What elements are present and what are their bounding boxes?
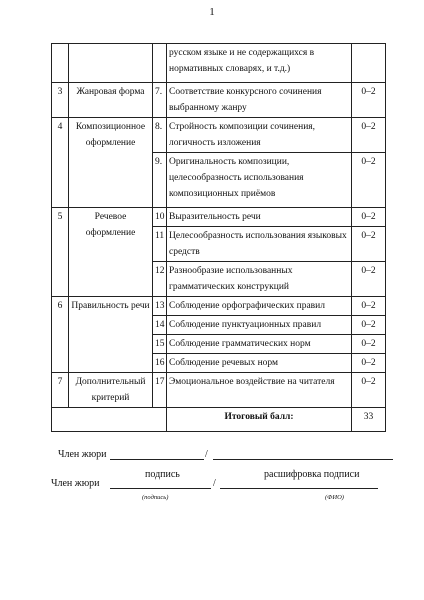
slash-2: /: [213, 478, 216, 489]
subcriterion-number: [153, 44, 167, 83]
subcriterion-number: 9.: [153, 153, 167, 208]
subcriterion-number: 12: [153, 262, 167, 297]
total-row: [52, 408, 386, 432]
subcriterion-number: 15: [153, 335, 167, 354]
points-range: 0–2: [352, 153, 386, 208]
criterion-number: 7: [52, 373, 69, 408]
subcriterion-number: 7.: [153, 83, 167, 118]
points-range: 0–2: [352, 297, 386, 316]
subcriterion-number: 13: [153, 297, 167, 316]
points-range: 0–2: [352, 118, 386, 153]
criteria-table: [51, 43, 386, 432]
jury-member-label-2: Член жюри: [51, 478, 100, 489]
subcriterion-description: Соответствие конкурсного сочинения выбранному жанру: [167, 83, 352, 118]
table-row: [52, 83, 386, 118]
subcriterion-description: Эмоциональное воздействие на читателя: [167, 373, 352, 408]
subcriterion-description: Соблюдение грамматических норм: [167, 335, 352, 354]
total-label: Итоговый балл:: [167, 408, 352, 432]
subcriterion-description: Разнообразие использованных грамматических конструкций: [167, 262, 352, 297]
points-range: 0–2: [352, 262, 386, 297]
points-range: 0–2: [352, 373, 386, 408]
table-row: [52, 373, 386, 408]
subcriterion-number: 8.: [153, 118, 167, 153]
criterion-name: Речевое оформление: [69, 208, 153, 297]
total-empty-cell: [52, 408, 167, 432]
subcriterion-description: Целесообразность использования языковых средств: [167, 227, 352, 262]
page-number: 1: [209, 6, 215, 18]
name-line-1: [213, 459, 393, 460]
subcriterion-description: русском языке и не содержащихся в нормативных словарях, и т.д.): [167, 44, 352, 83]
subcriterion-number: 17: [153, 373, 167, 408]
criterion-name: Правильность речи: [69, 297, 153, 373]
criterion-name: [69, 44, 153, 83]
subcriterion-number: 11: [153, 227, 167, 262]
slash-1: /: [205, 449, 208, 460]
subcriterion-number: 10: [153, 208, 167, 227]
subcriterion-description: Стройность композиции сочинения, логичность изложения: [167, 118, 352, 153]
points-range: 0–2: [352, 227, 386, 262]
points-range: 0–2: [352, 83, 386, 118]
points-range: [352, 44, 386, 83]
criterion-name: Композиционное оформление: [69, 118, 153, 208]
total-value: 33: [352, 408, 386, 432]
subcriterion-description: Оригинальность композиции, целесообразность использования композиционных приёмов: [167, 153, 352, 208]
table-row: [52, 44, 386, 83]
criterion-name: Жанровая форма: [69, 83, 153, 118]
points-range: 0–2: [352, 335, 386, 354]
table-row: [52, 208, 386, 227]
criterion-number: 5: [52, 208, 69, 297]
subcriterion-description: Соблюдение орфографических правил: [167, 297, 352, 316]
signature-line-2: [110, 488, 211, 489]
criterion-number: 6: [52, 297, 69, 373]
criterion-number: [52, 44, 69, 83]
table-row: [52, 118, 386, 153]
subcriterion-description: Соблюдение речевых норм: [167, 354, 352, 373]
points-range: 0–2: [352, 316, 386, 335]
points-range: 0–2: [352, 354, 386, 373]
signature-caption: подпись: [145, 469, 180, 480]
criterion-name: Дополнительный критерий: [69, 373, 153, 408]
criterion-number: 3: [52, 83, 69, 118]
subcriterion-description: Выразительность речи: [167, 208, 352, 227]
subcriterion-description: Соблюдение пунктуационных правил: [167, 316, 352, 335]
name-small-caption: (ФИО): [325, 494, 344, 501]
criterion-number: 4: [52, 118, 69, 208]
signature-line-1: [110, 459, 204, 460]
name-line-2: [220, 488, 378, 489]
signature-small-caption: (подпись): [142, 494, 169, 501]
subcriterion-number: 14: [153, 316, 167, 335]
points-range: 0–2: [352, 208, 386, 227]
transcript-caption: расшифровка подписи: [264, 469, 360, 480]
table-row: [52, 297, 386, 316]
jury-member-label-1: Член жюри: [58, 449, 107, 460]
subcriterion-number: 16: [153, 354, 167, 373]
